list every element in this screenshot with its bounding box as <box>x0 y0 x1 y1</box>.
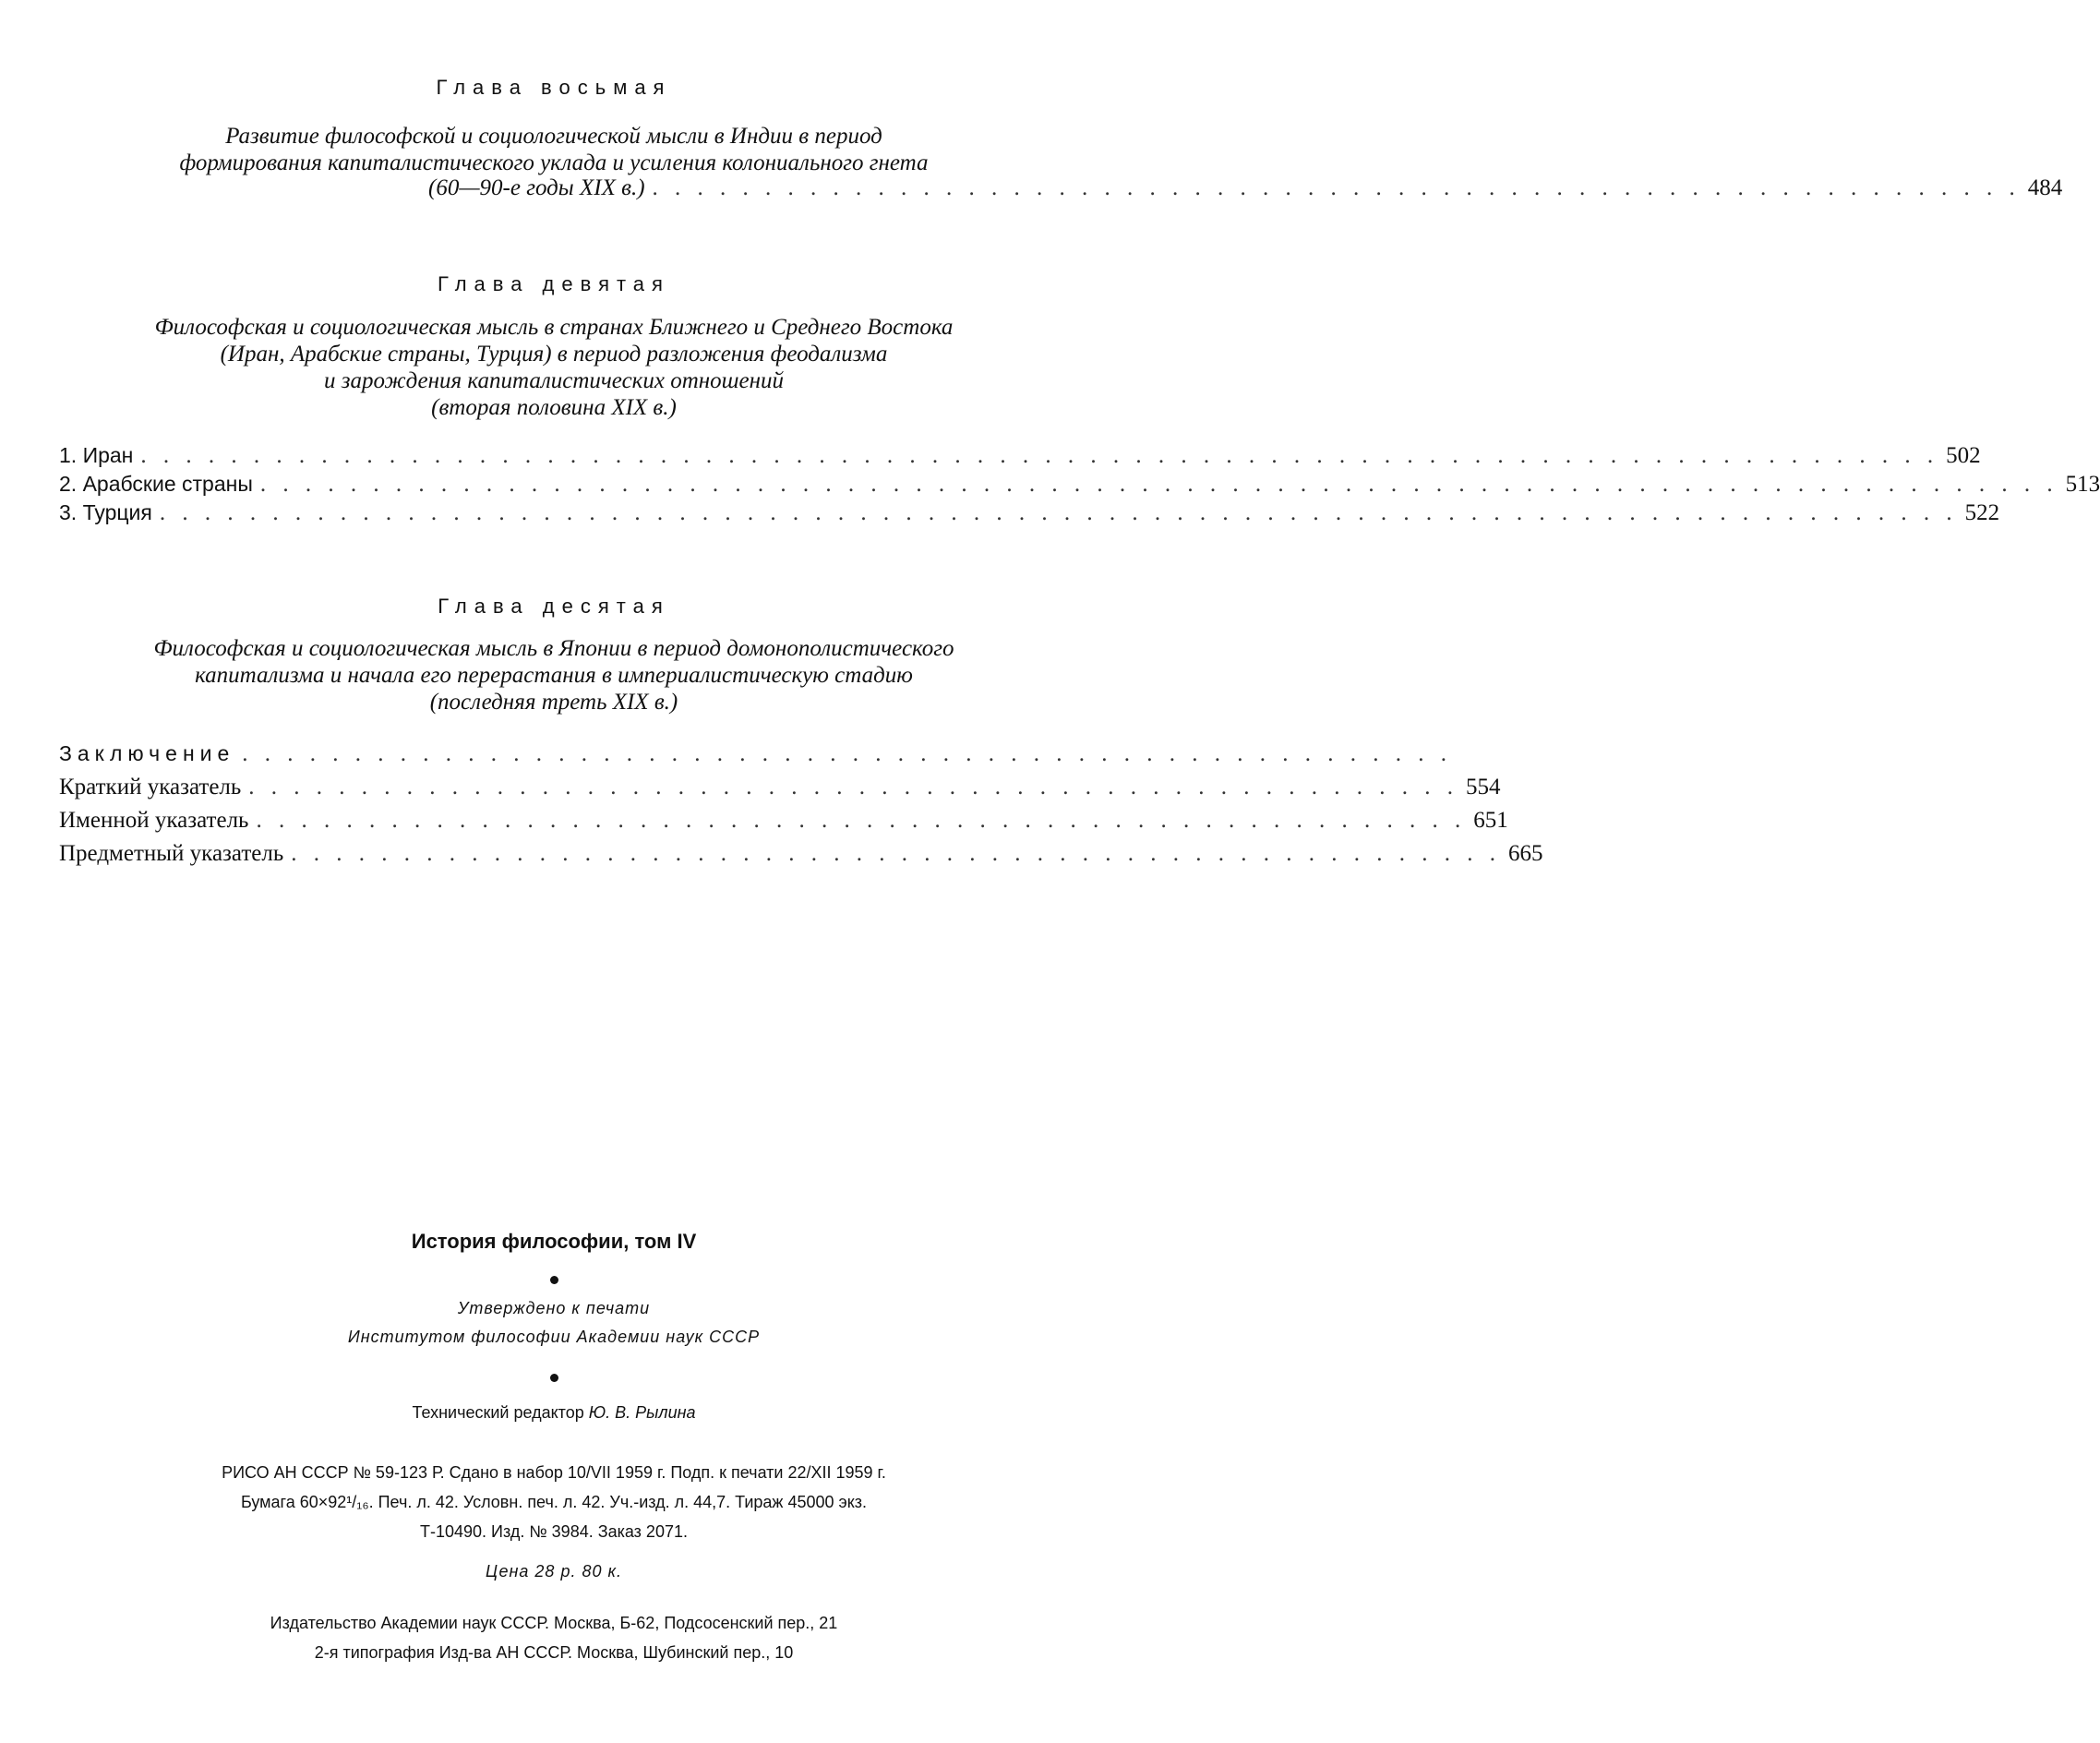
back-matter-page: 651 <box>1473 808 1508 833</box>
imprint-editor <box>59 1403 1049 1423</box>
chapter-9-title-line: Философская и социологическая мысль в странах Ближнего и Среднего Востока <box>154 315 954 340</box>
leader-dots: . . . . . . . . . . . . . . . . . . . . . . . . . . . . . . . . . . . . . . . . . . . . . . . . . . . . . . . . . . . . . . . . . . . . . . . . . . . . . . . . <box>140 443 1939 468</box>
chapter-9-sections <box>59 441 2100 527</box>
leader-dots: . . . . . . . . . . . . . . . . . . . . . . . . . . . . . . . . . . . . . . . . . . . . . . . . . . . . . . <box>242 741 1453 766</box>
chapter-8-title-line: Развитие философской и социологической мысли в Индии в период <box>225 124 882 149</box>
leader-dots: . . . . . . . . . . . . . . . . . . . . . . . . . . . . . . . . . . . . . . . . . . . . . . . . . . . . . . . . . . . . . . . . . . . . . . . . . . . . . . . . <box>159 500 1958 525</box>
section-page: 513 <box>2065 472 2100 497</box>
chapter-8-label: Глава восьмая <box>436 76 672 99</box>
imprint-publisher-line: 2-я типография Изд-ва АН СССР. Москва, Шубинский пер., 10 <box>314 1643 794 1662</box>
toc-row <box>59 499 2000 527</box>
toc-row <box>59 441 1981 470</box>
imprint-print-line: РИСО АН СССР № 59-123 Р. Сдано в набор 10/VII 1959 г. Подп. к печати 22/XII 1959 г. <box>222 1463 886 1482</box>
chapter-8-title <box>59 123 1049 176</box>
imprint-editor-prefix: Технический редактор <box>412 1403 584 1422</box>
chapter-10-title <box>59 635 1049 715</box>
chapter-8-page: 484 <box>2027 175 2063 200</box>
chapter-9-title-line: и зарождения капиталистических отношений <box>323 368 785 393</box>
imprint-bullet <box>59 1276 1049 1284</box>
chapter-10-title-line: Философская и социологическая мысль в Японии в период домонополистического <box>153 636 954 661</box>
leader-dots: . . . . . . . . . . . . . . . . . . . . . . . . . . . . . . . . . . . . . . . . . . . . . . . . . . . . . . . . . . . . . <box>652 175 2021 200</box>
section-page: 522 <box>1964 500 2000 525</box>
toc-page <box>59 0 2100 1743</box>
chapter-8-title-last-line: (60—90-е годы XIX в.) <box>428 175 645 200</box>
chapter-9-label: Глава девятая <box>438 272 670 295</box>
back-matter <box>59 737 1543 871</box>
toc-row <box>59 804 1508 837</box>
section-label: 1. Иран <box>59 443 134 467</box>
leader-dots: . . . . . . . . . . . . . . . . . . . . . . . . . . . . . . . . . . . . . . . . . . . . . . . . . . . . . . <box>248 775 1459 799</box>
chapter-10-title-line: капитализма и начала его перерастания в империалистическую стадию <box>195 663 913 688</box>
toc-row <box>59 837 1543 871</box>
imprint-title: История философии, том IV <box>411 1230 697 1253</box>
chapter-8-title-line: формирования капиталистического уклада и усиления колониального гнета <box>179 150 929 175</box>
imprint-publisher-line: Издательство Академии наук СССР. Москва, Б-62, Подсосенский пер., 21 <box>270 1614 838 1632</box>
section-label: 3. Турция <box>59 500 152 524</box>
toc-row <box>59 771 1501 804</box>
chapter-10-title-line: (последняя треть XIX в.) <box>429 690 678 715</box>
back-matter-label: Заключение <box>59 741 235 765</box>
imprint-approved-line: Институтом философии Академии наук СССР <box>347 1328 761 1346</box>
leader-dots: . . . . . . . . . . . . . . . . . . . . . . . . . . . . . . . . . . . . . . . . . . . . . . . . . . . . . . <box>256 808 1467 833</box>
imprint-price: Цена 28 р. 80 к. <box>486 1562 622 1581</box>
imprint-print-line: Т-10490. Изд. № 3984. Заказ 2071. <box>420 1522 688 1541</box>
chapter-9-title-line: (Иран, Арабские страны, Турция) в период разложения феодализма <box>220 342 888 367</box>
back-matter-page: 665 <box>1508 841 1543 866</box>
imprint-editor-name: Ю. В. Рылина <box>588 1403 696 1422</box>
leader-dots: . . . . . . . . . . . . . . . . . . . . . . . . . . . . . . . . . . . . . . . . . . . . . . . . . . . . . . . . . . . . . . . . . . . . . . . . . . . . . . . . <box>259 472 2058 497</box>
bullet-icon <box>550 1374 558 1382</box>
back-matter-label: Именной указатель <box>59 808 249 833</box>
section-page: 502 <box>1946 443 1981 468</box>
chapter-9-title <box>59 314 1049 421</box>
back-matter-label: Предметный указатель <box>59 841 284 866</box>
back-matter-page: 554 <box>1466 775 1501 799</box>
leader-dots: . . . . . . . . . . . . . . . . . . . . . . . . . . . . . . . . . . . . . . . . . . . . . . . . . . . . . . <box>291 841 1502 866</box>
toc-row <box>59 470 2100 499</box>
back-matter-label: Краткий указатель <box>59 775 242 799</box>
imprint-bullet <box>59 1374 1049 1382</box>
imprint-approved-line: Утверждено к печати <box>457 1299 651 1317</box>
toc-row <box>59 737 1453 771</box>
imprint-print-line: Бумага 60×92¹/₁₆. Печ. л. 42. Условн. печ. л. 42. Уч.-изд. л. 44,7. Тираж 45000 экз. <box>240 1493 868 1511</box>
section-label: 2. Арабские страны <box>59 472 253 496</box>
bullet-icon <box>550 1276 558 1284</box>
chapter-8-last-row <box>428 173 2063 204</box>
chapter-9-title-line: (вторая половина XIX в.) <box>431 395 677 420</box>
chapter-10-label: Глава десятая <box>438 595 670 618</box>
